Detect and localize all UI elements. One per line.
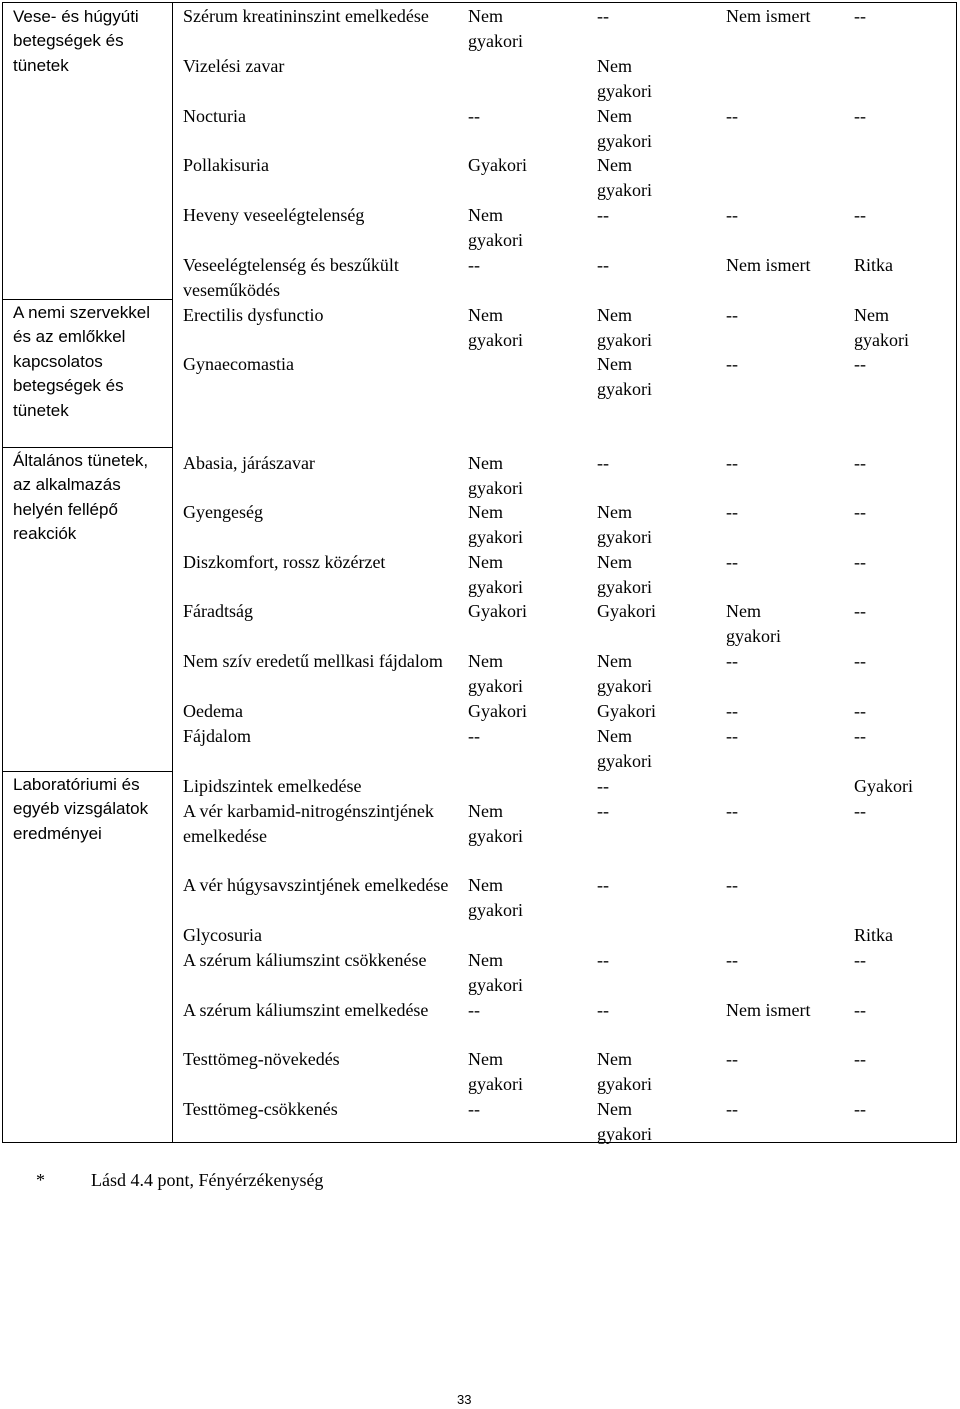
category-label: Laboratóriumi és egyéb vizsgálatok eredményei [13,775,149,843]
reaction-name: Glycosuria [183,925,262,945]
frequency-cell: -- [468,1000,480,1020]
frequency-cell: -- [726,106,738,126]
frequency-cell: Nem gyakori [468,205,523,250]
reaction-name: A szérum káliumszint emelkedése [183,1000,429,1020]
frequency-cell: Nem gyakori [468,552,523,597]
reaction-name: Nocturia [183,106,246,126]
frequency-cell: -- [854,6,866,26]
frequency-cell: -- [726,875,738,895]
frequency-cell: Gyakori [597,601,656,621]
reaction-name: Gynaecomastia [183,354,294,374]
frequency-cell: Nem gyakori [468,502,523,547]
frequency-cell: -- [597,453,609,473]
footnote-text: Lásd 4.4 pont, Fényérzékenység [91,1170,324,1190]
frequency-cell: Nem gyakori [597,726,652,771]
frequency-cell: -- [854,1049,866,1069]
reaction-name: Heveny veseelégtelenség [183,205,365,225]
frequency-cell: Nem gyakori [597,56,652,101]
reaction-name: A vér húgysavszintjének emelkedése [183,875,449,895]
frequency-cell: -- [597,875,609,895]
frequency-cell: -- [726,502,738,522]
frequency-cell: -- [468,106,480,126]
reaction-name: Fáradtság [183,601,253,621]
reaction-name: Vizelési zavar [183,56,285,76]
frequency-cell: -- [726,726,738,746]
frequency-cell: Nem gyakori [468,875,523,920]
frequency-cell: -- [597,6,609,26]
frequency-cell: -- [597,776,609,796]
category-label: Általános tünetek, az alkalmazás helyén fellépő reakciók [13,451,149,544]
frequency-cell: -- [726,552,738,572]
reaction-name: Lipidszintek emelkedése [183,776,362,796]
frequency-cell: -- [854,950,866,970]
frequency-cell: -- [854,453,866,473]
frequency-cell: Nem gyakori [726,601,781,646]
frequency-cell: -- [726,453,738,473]
reaction-name: Erectilis dysfunctio [183,305,324,325]
frequency-cell: -- [726,1049,738,1069]
frequency-cell: -- [726,801,738,821]
frequency-cell: -- [854,354,866,374]
frequency-cell: Nem gyakori [468,6,523,51]
frequency-cell: -- [597,801,609,821]
category-divider [3,299,172,300]
reaction-name: Veseelégtelenség és beszűkült veseműködés [183,255,399,300]
frequency-cell: Nem gyakori [597,354,652,399]
frequency-cell: -- [854,1000,866,1020]
frequency-cell: Gyakori [854,776,913,796]
column-divider [172,3,173,1142]
frequency-cell: -- [854,701,866,721]
frequency-cell: Gyakori [468,701,527,721]
frequency-cell: -- [597,950,609,970]
frequency-cell: Nem gyakori [597,155,652,200]
frequency-cell: Nem ismert [726,1000,811,1020]
frequency-cell: -- [854,502,866,522]
category-label: Vese- és húgyúti betegségek és tünetek [13,7,139,75]
reaction-name: Testtömeg-növekedés [183,1049,340,1069]
page-number: 33 [457,1392,472,1407]
frequency-cell: -- [854,1099,866,1119]
frequency-cell: Nem ismert [726,6,811,26]
frequency-cell: -- [854,601,866,621]
frequency-cell: -- [854,205,866,225]
frequency-cell: -- [726,950,738,970]
frequency-cell: -- [854,651,866,671]
reaction-name: Oedema [183,701,243,721]
category-label: A nemi szervekkel és az emlőkkel kapcsolatos betegségek és tünetek [13,303,150,420]
frequency-cell: Nem gyakori [468,950,523,995]
frequency-cell: -- [468,1099,480,1119]
reaction-name: Abasia, járászavar [183,453,315,473]
frequency-cell: Ritka [854,255,893,275]
reaction-name: Nem szív eredetű mellkasi fájdalom [183,651,443,671]
category-divider [3,447,172,448]
reaction-name: Pollakisuria [183,155,269,175]
frequency-cell: Nem ismert [726,255,811,275]
reaction-name: A vér karbamid-nitrogénszintjének emelkedése [183,801,434,846]
frequency-cell: -- [597,255,609,275]
category-divider [3,771,172,772]
frequency-cell: Ritka [854,925,893,945]
frequency-cell: -- [468,255,480,275]
frequency-cell: -- [726,1099,738,1119]
frequency-cell: -- [854,106,866,126]
reaction-name: A szérum káliumszint csökkenése [183,950,427,970]
frequency-cell: Nem gyakori [597,1049,652,1094]
frequency-cell: Nem gyakori [597,651,652,696]
frequency-cell: -- [726,205,738,225]
frequency-cell: Nem gyakori [597,1099,652,1144]
frequency-cell: -- [854,801,866,821]
frequency-cell: -- [726,354,738,374]
frequency-cell: -- [726,305,738,325]
frequency-cell: Nem gyakori [597,106,652,151]
frequency-cell: -- [726,701,738,721]
frequency-cell: Gyakori [468,155,527,175]
frequency-cell: Nem gyakori [468,1049,523,1094]
frequency-cell: -- [854,726,866,746]
frequency-cell: Nem gyakori [597,552,652,597]
footnote-marker: * [36,1170,45,1190]
adverse-reactions-table [2,2,957,1143]
frequency-cell: Nem gyakori [468,453,523,498]
reaction-name: Szérum kreatininszint emelkedése [183,6,429,26]
frequency-cell: Nem gyakori [468,651,523,696]
frequency-cell: -- [726,651,738,671]
frequency-cell: Nem gyakori [468,305,523,350]
frequency-cell: Nem gyakori [597,502,652,547]
frequency-cell: Nem gyakori [597,305,652,350]
frequency-cell: -- [597,205,609,225]
reaction-name: Fájdalom [183,726,251,746]
frequency-cell: Gyakori [597,701,656,721]
frequency-cell: -- [597,1000,609,1020]
reaction-name: Gyengeség [183,502,263,522]
frequency-cell: -- [854,552,866,572]
reaction-name: Testtömeg-csökkenés [183,1099,338,1119]
frequency-cell: -- [468,726,480,746]
reaction-name: Diszkomfort, rossz közérzet [183,552,386,572]
frequency-cell: Nem gyakori [854,305,909,350]
frequency-cell: Nem gyakori [468,801,523,846]
frequency-cell: Gyakori [468,601,527,621]
